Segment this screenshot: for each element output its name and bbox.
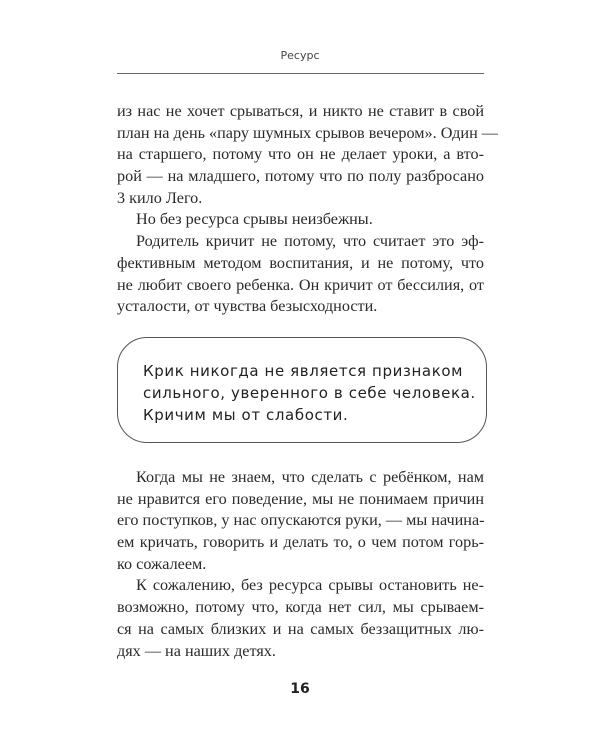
callout-line: Крик никогда не является признаком: [143, 362, 464, 380]
text-line: не нравится его поведение, мы не понимаем причин: [117, 489, 484, 508]
text-line: дях — на наших детях.: [117, 641, 276, 660]
callout-line: сильного, уверенного в себе человека.: [143, 384, 476, 402]
callout-line: Кричим мы от слабости.: [143, 406, 349, 424]
text-line: на старшего, потому что он не делает уроки, а вто-: [117, 145, 484, 164]
text-line: Когда мы не знаем, что сделать с ребёнком, нам: [136, 468, 484, 486]
text-line: его поступков, у нас опускаются руки, — мы начина-: [117, 511, 485, 530]
text-line: план на день «пару шумных срывов вечером». Один —: [117, 123, 498, 142]
text-line: рой — на младшего, потому что по полу разбросано: [117, 167, 484, 186]
body-text-top: [117, 101, 498, 318]
text-line: 3 кило Лего.: [117, 188, 203, 207]
text-line: ем кричать, говорить и делать то, о чем потом горь-: [117, 533, 484, 552]
text-line: Родитель кричит не потому, что считает это эф-: [136, 232, 484, 251]
text-line: ко сожалеем.: [117, 554, 207, 573]
running-header: Ресурс: [280, 49, 320, 62]
text-line: усталости, от чувства безысходности.: [117, 297, 378, 316]
page-number: 16: [290, 681, 310, 697]
text-line: возможно, потому что, когда нет сил, мы срываем-: [117, 598, 484, 617]
body-text-bottom: [117, 467, 484, 662]
header-rule: [117, 73, 484, 74]
text-line: не любит своего ребенка. Он кричит от бессилия, от: [117, 275, 484, 294]
text-line: К сожалению, без ресурса срывы остановить не-: [136, 576, 484, 595]
text-line: ся на самых близких и на самых беззащитных лю-: [117, 619, 484, 638]
text-line: из нас не хочет срываться, и никто не ставит в свой: [117, 102, 484, 120]
text-line: Но без ресурса срывы неизбежны.: [136, 210, 373, 229]
text-line: фективным методом воспитания, и не потому, что: [117, 253, 484, 272]
